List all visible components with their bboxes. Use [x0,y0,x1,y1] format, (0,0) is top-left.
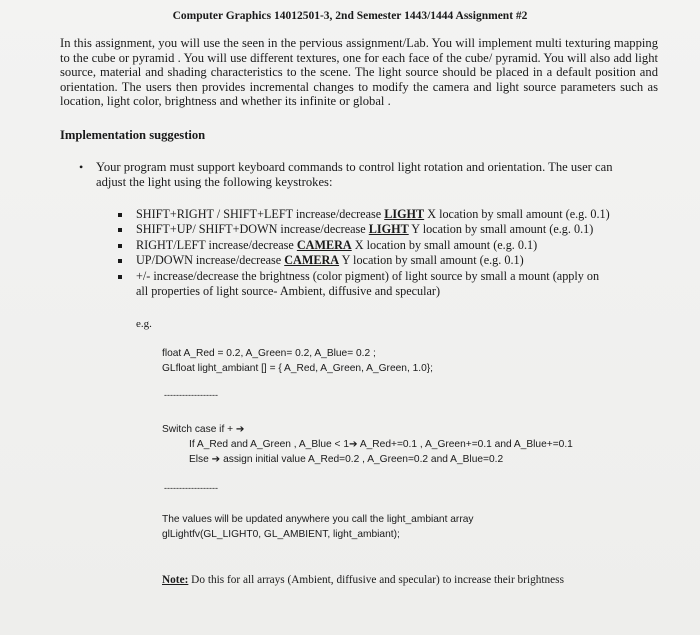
code-line: glLightfv(GL_LIGHT0, GL_AMBIENT, light_ambiant); [162,529,400,540]
square-bullet-icon [118,228,122,232]
code-line: Switch case if + ➔ [162,424,245,435]
keystroke-item: SHIFT+UP/ SHIFT+DOWN increase/decrease LIGHT Y location by small amount (e.g. 0.1) [136,222,666,237]
keystroke-item: SHIFT+RIGHT / SHIFT+LEFT increase/decrease LIGHT X location by small amount (e.g. 0.1) [136,207,666,222]
intro-line: mapping to the cube or pyramid . You will use different textures, one for each face of the cube/ pyramid. You [60,36,658,65]
intro-line: light source parameters such as location, light color, brightness and whether its infinite or global . [60,79,658,109]
code-line: Else ➔ assign initial value A_Red=0.2 , A_Green=0.2 and A_Blue=0.2 [189,454,504,465]
code-line: GLfloat light_ambiant [] = { A_Red, A_Green, A_Green, 1.0}; [162,363,433,374]
arrow-right-icon: ➔ [211,454,221,465]
intro-line: in a default position and orientation. The users then provides incremental changes to modify the camera and [60,65,658,94]
keystroke-item: RIGHT/LEFT increase/decrease CAMERA X location by small amount (e.g. 0.1) [136,238,666,253]
document-title: Computer Graphics 14012501-3, 2nd Semester 1443/1444 Assignment #2 [172,10,528,22]
main-bullet-line: adjust the light using the following keystrokes: [96,174,333,189]
keystroke-item: UP/DOWN increase/decrease CAMERA Y location by small amount (e.g. 0.1) [136,253,666,268]
code-line: If A_Red and A_Green , A_Blue < 1➔ A_Red+=0.1 , A_Green+=0.1 and A_Blue+=0.1 [189,439,573,450]
separator-line: ------------------ [164,483,218,493]
note-paragraph [162,574,564,586]
main-bullet [79,160,662,189]
note-text: Do this for all arrays (Ambient, diffusive and specular) to increase their brightness [188,574,564,586]
keystroke-list [136,207,666,299]
square-bullet-icon [118,259,122,263]
separator-line: ------------------ [164,390,218,400]
keystroke-item: +/- increase/decrease the brightness (color pigment) of light source by small a mount (apply on [136,269,666,284]
code-block-switch [162,422,573,467]
code-line: The values will be updated anywhere you call the light_ambiant array [162,514,474,525]
bullet-dot-icon: • [79,160,84,174]
square-bullet-icon [118,275,122,279]
note-label: Note: [162,574,189,586]
intro-line: will also add light source, material and shading characteristics to the scene. The light source should be placed [60,50,658,80]
code-block-update [162,512,473,542]
main-bullet-line: Your program must support keyboard commands to control light rotation and orientation. The user can [96,160,613,174]
keystroke-item-continuation: all properties of light source- Ambient, diffusive and specular) [136,284,441,299]
code-line: float A_Red = 0.2, A_Green= 0.2, A_Blue= 0.2 ; [162,348,376,359]
square-bullet-icon [118,244,122,248]
intro-paragraph [60,36,658,109]
intro-line: In this assignment, you will use the seen in the pervious assignment/Lab. You will implement multi texturing [60,36,611,50]
square-bullet-icon [118,213,122,217]
arrow-right-icon: ➔ [235,424,245,435]
example-label: e.g. [136,318,152,330]
section-heading: Implementation suggestion [60,128,206,142]
code-block-declarations [162,346,433,376]
arrow-right-icon: ➔ [349,439,358,450]
